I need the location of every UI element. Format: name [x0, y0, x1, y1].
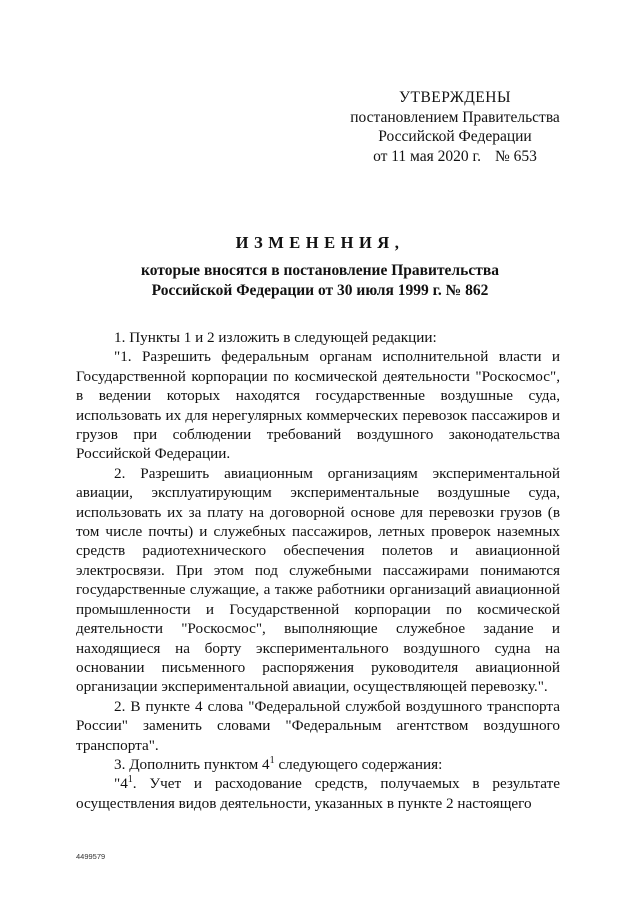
approval-line-1: постановлением Правительства	[350, 108, 560, 126]
document-subtitle	[60, 261, 580, 301]
document-code: 4499579	[76, 852, 106, 861]
approval-date: от 11 мая 2020 г.	[373, 147, 482, 165]
approval-number: № 653	[495, 147, 537, 165]
paragraph-4: 2. В пункте 4 слова "Федеральной службой воздушного транспорта России" заменить словами "Федеральным агентством воздушного транспорта".	[76, 697, 560, 754]
subtitle-line-2: Российской Федерации от 30 июля 1999 г. № 862	[151, 282, 489, 299]
document-title: ИЗМЕНЕНИЯ,	[235, 233, 405, 252]
paragraph-2: "1. Разрешить федеральным органам исполнительной власти и Государственной корпорации по космической деятельности "Роскосмос", в ведении которых находятся государственные воздушные суда, использовать их для нерегулярных коммерческих перевозок пассажиров и грузов при соблюдении требований воздушного законодательства Российской Федерации.	[76, 348, 560, 463]
paragraph-5-text: 3. Дополнить пунктом 4	[114, 755, 270, 773]
paragraph-3: 2. Разрешить авиационным организациям экспериментальной авиации, эксплуатирующим экспериментальные воздушные суда, использовать их за плату на договорной основе для перевозки грузов (в том числе почты) и служебных пассажиров, летных проверок наземных средств радиотехнического обеспечения полетов и авиационной электросвязи. При этом под служебными пассажирами понимаются государственные служащие, а также работники организаций авиационной промышленности и Государственной корпорации по космической деятельности "Роскосмос", выполняющие служебное задание и находящиеся на борту экспериментального воздушного судна на основании письменного распоряжения руководителя авиационной организации экспериментальной авиации, осуществляющей перевозку.".	[76, 464, 560, 696]
subtitle-line-1: которые вносятся в постановление Правительства	[141, 262, 499, 279]
superscript: 1	[127, 774, 133, 786]
superscript: 1	[269, 754, 275, 766]
paragraph-6-text: "4	[114, 775, 128, 793]
approval-line-2: Российской Федерации	[378, 128, 532, 145]
paragraph-6	[76, 774, 560, 813]
approval-heading: УТВЕРЖДЕНЫ	[399, 89, 511, 106]
document-body	[76, 328, 560, 813]
paragraph-1: 1. Пункты 1 и 2 изложить в следующей редакции:	[114, 329, 437, 346]
paragraph-5	[76, 755, 560, 774]
approval-stamp	[345, 88, 565, 166]
approval-date-line	[345, 147, 565, 167]
paragraph-6-text-end: . Учет и расходование средств, получаемых в результате осуществления видов деятельности, указанных в пункте 2 настоящего	[76, 775, 560, 812]
paragraph-5-text-end: следующего содержания:	[274, 755, 443, 773]
